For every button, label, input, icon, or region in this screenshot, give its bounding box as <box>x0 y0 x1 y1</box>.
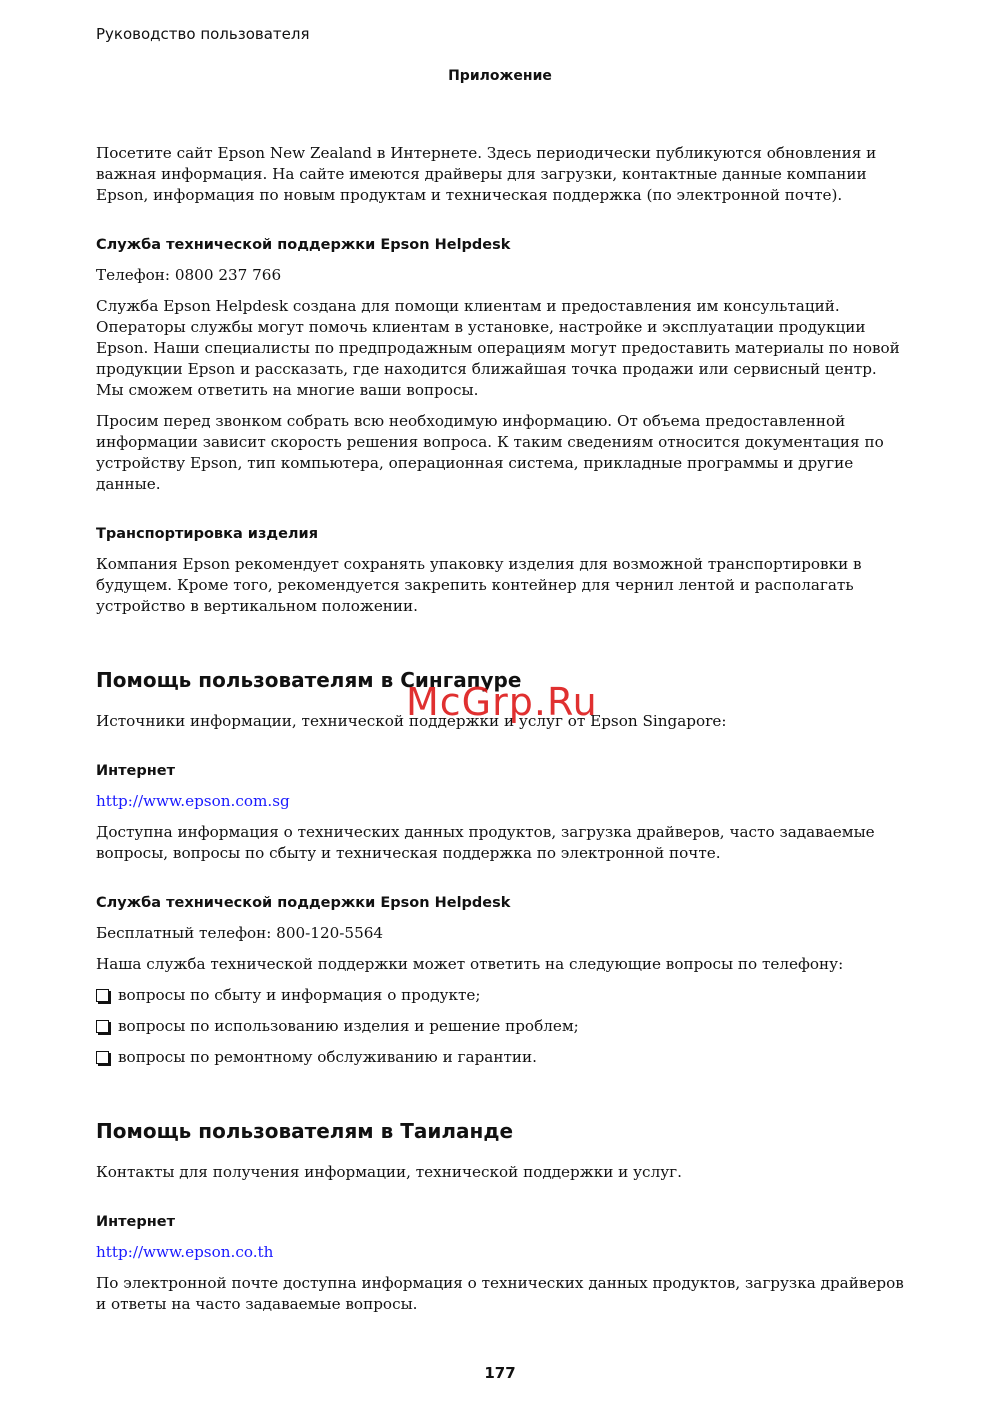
list-item-text: вопросы по использованию изделия и решение проблем; <box>118 1017 579 1035</box>
sg-internet-text: Доступна информация о технических данных продуктов, загрузка драйверов, часто задаваемые вопросы, вопросы по сбыту и техническая поддержка по электронной почте. <box>96 823 875 862</box>
section-title: Приложение <box>448 68 552 84</box>
nz-helpdesk-paragraph-1: Служба Epson Helpdesk создана для помощи клиентам и предоставления им консультаций. Операторы службы могут помочь клиентам в установке, настройке и эксплуатации продукции Epson. Наши специалисты по предпродажным операциям могут предоставить материалы по новой продукции Epson и рассказать, где находится ближайшая точка продажи или сервисный центр. Мы сможем ответить на многие ваши вопросы. <box>96 297 900 399</box>
nz-helpdesk-heading: Служба технической поддержки Epson Helpdesk <box>96 237 511 253</box>
doc-title: Руководство пользователя <box>96 25 310 43</box>
checkbox-bullet-icon <box>96 989 109 1002</box>
list-item-text: вопросы по сбыту и информация о продукте; <box>118 986 481 1004</box>
sg-helpdesk-heading: Служба технической поддержки Epson Helpdesk <box>96 895 511 911</box>
th-website-link[interactable]: http://www.epson.co.th <box>96 1243 274 1261</box>
sg-phone: Бесплатный телефон: 800-120-5564 <box>96 924 384 942</box>
watermark: McGrp.Ru <box>406 680 598 724</box>
th-internet-text: По электронной почте доступна информация о технических данных продуктов, загрузка драйверов и ответы на часто задаваемые вопросы. <box>96 1274 904 1313</box>
checkbox-bullet-icon <box>96 1020 109 1033</box>
nz-helpdesk-paragraph-2: Просим перед звонком собрать всю необходимую информацию. От объема предоставленной информации зависит скорость решения вопроса. К таким сведениям относится документация по устройству Epson, тип компьютера, операционная система, прикладные программы и другие данные. <box>96 412 884 493</box>
list-item <box>96 1016 908 1037</box>
nz-phone: Телефон: 0800 237 766 <box>96 266 282 284</box>
sg-helpdesk-intro: Наша служба технической поддержки может ответить на следующие вопросы по телефону: <box>96 955 844 973</box>
sg-website-link[interactable]: http://www.epson.com.sg <box>96 792 290 810</box>
sg-intro: Источники информации, технической поддержки и услуг от Epson Singapore: <box>96 712 727 730</box>
page-number: 177 <box>484 1364 516 1382</box>
sg-heading: Помощь пользователям в Сингапуре <box>96 668 522 692</box>
sg-question-list <box>96 985 908 1068</box>
th-intro: Контакты для получения информации, технической поддержки и услуг. <box>96 1163 682 1181</box>
th-internet-heading: Интернет <box>96 1214 176 1230</box>
th-heading: Помощь пользователям в Таиланде <box>96 1119 514 1143</box>
nz-intro: Посетите сайт Epson New Zealand в Интернете. Здесь периодически публикуются обновления и важная информация. На сайте имеются драйверы для загрузки, контактные данные компании Epson, информация по новым продуктам и техническая поддержка (по электронной почте). <box>96 144 877 204</box>
nz-transport-heading: Транспортировка изделия <box>96 526 319 542</box>
list-item <box>96 1047 908 1068</box>
nz-transport-text: Компания Epson рекомендует сохранять упаковку изделия для возможной транспортировки в будущем. Кроме того, рекомендуется закрепить контейнер для чернил лентой и располагать устройство в вертикальном положении. <box>96 555 862 615</box>
page-content <box>96 143 908 1325</box>
sg-internet-heading: Интернет <box>96 763 176 779</box>
checkbox-bullet-icon <box>96 1051 109 1064</box>
list-item <box>96 985 908 1006</box>
list-item-text: вопросы по ремонтному обслуживанию и гарантии. <box>118 1048 537 1066</box>
